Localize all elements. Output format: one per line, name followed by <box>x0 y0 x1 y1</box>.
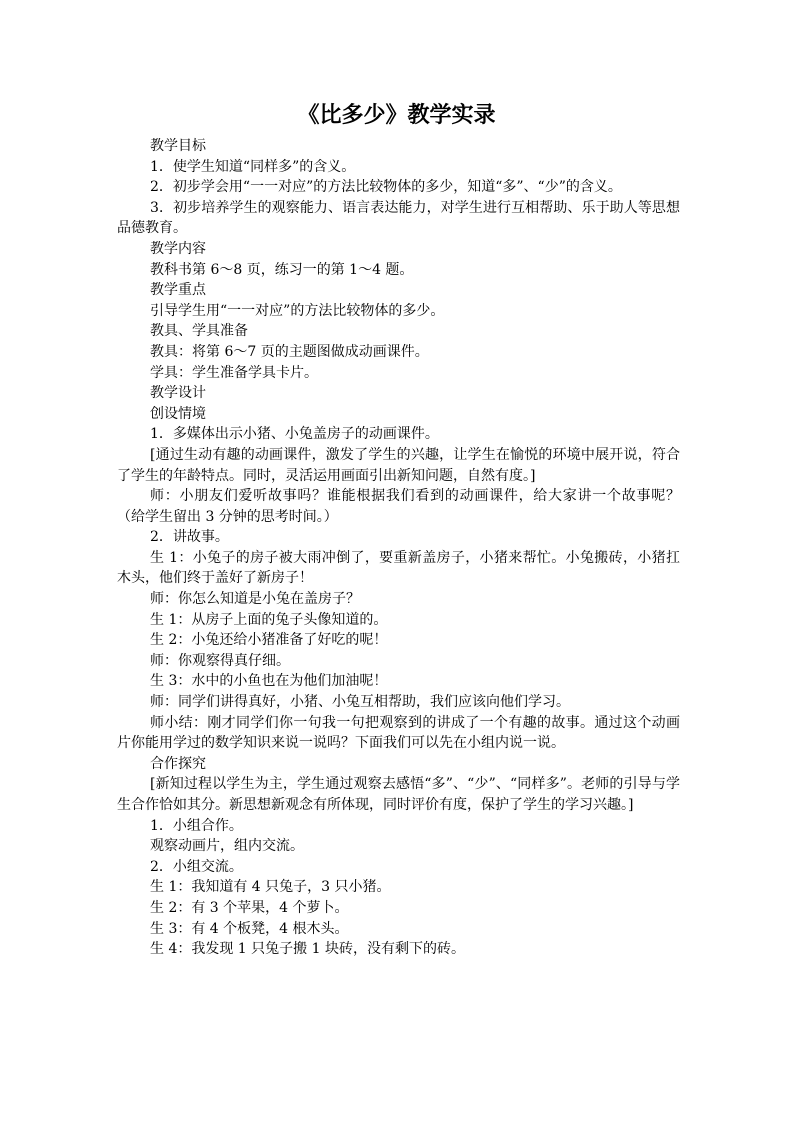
paragraph: 师：你怎么知道是小兔在盖房子？ <box>150 591 360 608</box>
paragraph: 生 3：水中的小鱼也在为他们加油呢！ <box>150 673 388 690</box>
paragraph: 教学设计 <box>150 385 206 402</box>
paragraph: 创设情境 <box>150 405 206 422</box>
paragraph: 师：同学们讲得真好，小猪、小兔互相帮助，我们应该向他们学习。 <box>150 694 570 711</box>
paragraph: 观察动画片，组内交流。 <box>150 838 304 855</box>
paragraph: 生 1：从房子上面的兔子头像知道的。 <box>150 611 388 628</box>
paragraph: 教学目标 <box>150 138 206 154</box>
paragraph: 师小结：刚才同学们你一句我一句把观察到的讲成了一个有趣的故事。通过这个动画片你能用学过的数学知识来说一说吗？下面我们可以先在小组内说一说。 <box>117 714 680 752</box>
paragraph: 生 2：有 3 个苹果，4 个萝卜。 <box>150 899 349 916</box>
paragraph: 生 2：小兔还给小猪准备了好吃的呢！ <box>150 632 388 649</box>
paragraph: [新知过程以学生为主，学生通过观察去感悟“多”、“少”、“同样多”。老师的引导与学生合作恰如其分。新思想新观念有所体现，同时评价有度，保护了学生的学习兴趣。] <box>117 776 680 813</box>
paragraph: 师：你观察得真仔细。 <box>150 652 290 669</box>
paragraph: 生 4：我发现 1 只兔子搬 1 块砖，没有剩下的砖。 <box>150 941 465 958</box>
paragraph: 2．小组交流。 <box>150 858 243 875</box>
paragraph: 1．使学生知道“同样多”的含义。 <box>150 158 356 175</box>
document-title: 《比多少》教学实录 <box>297 102 496 128</box>
paragraph: 教学重点 <box>150 282 206 299</box>
paragraph: 师：小朋友们爱听故事吗？谁能根据我们看到的动画课件，给大家讲一个故事呢？（给学生留出 3 分钟的思考时间。） <box>117 488 680 525</box>
paragraph: 生 1：小兔子的房子被大雨冲倒了，要重新盖房子，小猪来帮忙。小兔搬砖，小猪扛木头，他们终于盖好了新房子！ <box>117 549 680 587</box>
paragraph: 引导学生用“一一对应”的方法比较物体的多少。 <box>150 302 445 319</box>
paragraph: 生 3：有 4 个板凳，4 根木头。 <box>150 920 349 937</box>
paragraph: 2．初步学会用“一一对应”的方法比较物体的多少，知道“多”、“少”的含义。 <box>150 179 622 196</box>
paragraph: 教具、学具准备 <box>150 323 248 340</box>
document-body <box>117 136 680 960</box>
paragraph: 生 1：我知道有 4 只兔子，3 只小猪。 <box>150 879 391 896</box>
paragraph: 教科书第 6～8 页，练习一的第 1～4 题。 <box>150 261 414 278</box>
paragraph: 合作探究 <box>150 755 206 772</box>
paragraph: [通过生动有趣的动画课件，激发了学生的兴趣，让学生在愉悦的环境中展开说，符合了学生的年龄特点。同时，灵活运用画面引出新知问题，自然有度。] <box>117 446 680 484</box>
paragraph: 1．多媒体出示小猪、小兔盖房子的动画课件。 <box>150 426 439 443</box>
paragraph: 教学内容 <box>150 240 206 257</box>
paragraph: 2．讲故事。 <box>150 529 229 546</box>
paragraph: 学具：学生准备学具卡片。 <box>150 364 318 381</box>
paragraph: 1．小组合作。 <box>150 817 243 834</box>
paragraph: 教具：将第 6～7 页的主题图做成动画课件。 <box>150 343 429 360</box>
paragraph: 3．初步培养学生的观察能力、语言表达能力，对学生进行互相帮助、乐于助人等思想品德教育。 <box>117 199 680 237</box>
